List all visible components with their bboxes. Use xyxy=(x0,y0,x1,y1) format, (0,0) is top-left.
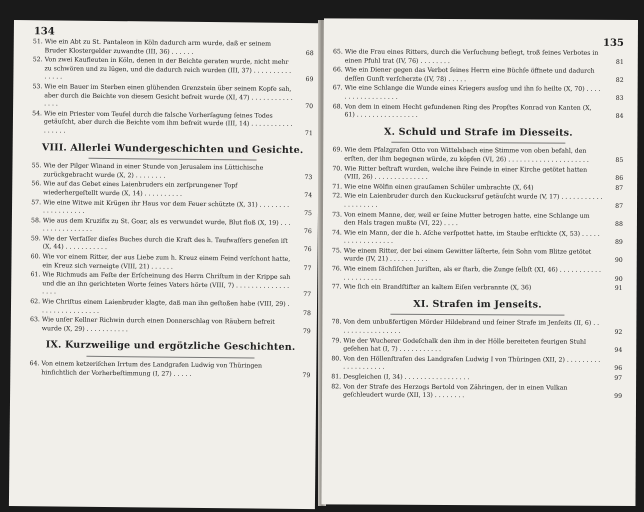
toc-entry xyxy=(31,298,311,318)
toc-entry xyxy=(32,199,312,219)
entry-page: 76 xyxy=(303,228,312,236)
entry-page: 89 xyxy=(614,239,623,247)
entry-page: 79 xyxy=(302,327,311,335)
toc-column xyxy=(30,38,314,381)
toc-entry xyxy=(332,355,622,374)
entry-title: Von der Strafe des Herzogs Bertold von Zähringen, der in einen Vulkan geſchleudert wurde (XII, 13) . . . . . . . . xyxy=(343,383,568,400)
entry-page: 91 xyxy=(614,285,623,293)
section-heading: VIII. Allerlei Wundergeschichten und Gesichte. xyxy=(41,141,304,156)
entry-number: 62. xyxy=(30,298,41,306)
toc-entry xyxy=(333,183,623,193)
entry-page: 79 xyxy=(302,371,311,379)
entry-title: Von einem Manne, der, weil er ſeine Mutter betrogen hatte, eine Schlange um den Hals tragen mußte (VI, 22) . . . . xyxy=(343,210,590,228)
entry-number: 81. xyxy=(331,373,342,381)
entry-page: 90 xyxy=(614,257,623,265)
entry-page: 69 xyxy=(305,76,314,84)
entry-page: 97 xyxy=(614,374,623,382)
toc-entry xyxy=(31,253,311,273)
heading-rule xyxy=(86,356,254,359)
entry-title: Wie auf das Gebet eines Laienbruders ein zerſprungener Topf wiederhergeſtellt wurde (X, 14) . . . . . . . . . . xyxy=(43,180,238,198)
entry-number: 57. xyxy=(31,198,42,206)
page-number: 135 xyxy=(602,37,624,49)
entry-page: 77 xyxy=(303,291,312,299)
toc-entry xyxy=(332,337,622,356)
section-heading: IX. Kurzweilige und ergötzliche Geschichten. xyxy=(45,339,296,354)
heading-rule xyxy=(390,314,564,316)
toc-entry xyxy=(333,193,623,212)
entry-number: 54. xyxy=(32,109,43,118)
entry-title: Wie einem Ritter, der bei einem Gewitter läſterte, ſein Sohn vom Blitze getötet wurde (IV, 21) . . . . . . . . . . xyxy=(343,247,592,264)
entry-title: Desgleichen (I, 34) . . . . . . . . . . . . . . . . . xyxy=(343,373,470,382)
left-page xyxy=(9,20,320,509)
entry-number: 65. xyxy=(332,48,343,56)
entry-title: Wie eine Schlange die Wunde eines Kriegers ausſog und ihn ſo heilte (X, 70) . . . . . . . . . . . . . . . . . . xyxy=(344,84,601,101)
entry-page: 87 xyxy=(615,184,624,192)
page-number: 134 xyxy=(33,26,55,38)
toc-entry xyxy=(31,316,311,336)
entry-page: 92 xyxy=(614,328,623,336)
entry-number: 53. xyxy=(32,83,43,91)
entry-title: Von einem ketzeriſchen Irrtum des Landgrafen Ludwig von Thüringen hinſichtlich der Vorherbeſtimmung (I, 27) . . . . . xyxy=(41,360,262,378)
toc-entry xyxy=(333,103,623,122)
entry-number: 68. xyxy=(332,102,343,111)
entry-title: Wie der Verfaſſer dieſes Buches durch die Kraft des h. Taufwaſſers geneſen iſt (X, 44) . . . . . . . . . . . xyxy=(42,235,288,252)
toc-entry xyxy=(334,85,624,104)
entry-number: 55. xyxy=(31,162,42,170)
entry-number: 72. xyxy=(332,192,343,200)
toc-entry xyxy=(33,83,313,112)
entry-page: 75 xyxy=(304,210,313,218)
entry-title: Von zwei Kaufleuten in Köln, denen in der Beichte geraten wurde, nicht mehr zu schwören und zu lügen, und die dadurch reich wurden (III, 37) . . . . . . . . . . . . . . . xyxy=(44,56,292,81)
toc-entry xyxy=(32,181,312,201)
entry-title: Wie aus dem Kruzifix zu St. Goar, als es verwundet wurde, Blut floß (X, 19) . . . . . . . . . . . . . . . . xyxy=(42,217,291,234)
entry-page: 82 xyxy=(615,76,624,84)
entry-title: Wie ſich ein Brandſtifter an kaltem Eiſen verbrannte (X, 36) xyxy=(343,283,532,292)
entry-page: 81 xyxy=(615,58,624,66)
entry-page: 90 xyxy=(614,275,623,283)
entry-page: 73 xyxy=(304,173,313,181)
entry-number: 75. xyxy=(331,247,342,255)
toc-entry xyxy=(333,165,623,184)
section-heading: X. Schuld und Strafe im Diesseits. xyxy=(384,126,573,139)
entry-title: Wie Richmuds am Feſte der Erſcheinung des Herrn Chriſtum in der Krippe sah und die an ihn gerichteten Worte ſeines Vaters hörte (VIII, 7) . . . . . . . . . . . . . . . . . . xyxy=(42,271,291,296)
entry-number: 79. xyxy=(331,337,342,345)
entry-page: 96 xyxy=(614,365,623,373)
toc-entry xyxy=(332,319,622,338)
entry-number: 61. xyxy=(30,271,41,279)
entry-page: 83 xyxy=(615,94,624,102)
entry-number: 58. xyxy=(31,216,41,224)
entry-number: 73. xyxy=(332,210,342,218)
toc-list xyxy=(333,48,623,121)
toc-entry xyxy=(32,162,312,182)
entry-number: 63. xyxy=(29,316,40,324)
entry-title: Wie vor einem Ritter, der aus Liebe zum h. Kreuz einem Feind verſchont hatte, ein Kreuz sich verneigte (VIII, 21) . . . . . . xyxy=(42,253,291,271)
entry-number: 76. xyxy=(331,265,342,273)
entry-page: 76 xyxy=(303,246,312,254)
entry-title: Von dem unbußfertigen Mörder Hildebrand und ſeiner Strafe im Jenſeits (II, 6) . . . . . . . . . . . . . . . . . xyxy=(343,318,600,335)
toc-entry xyxy=(32,235,312,255)
entry-page: 87 xyxy=(615,202,624,210)
entry-page: 86 xyxy=(615,175,624,183)
entry-page: 84 xyxy=(615,113,624,121)
heading-rule xyxy=(89,158,257,161)
entry-page: 94 xyxy=(614,347,623,355)
entry-page: 74 xyxy=(304,191,313,200)
entry-number: 71. xyxy=(332,183,343,191)
entry-number: 56. xyxy=(31,180,42,188)
toc-entry xyxy=(334,67,624,86)
section-heading: XI. Strafen im Jenseits. xyxy=(413,298,542,311)
entry-number: 67. xyxy=(332,84,343,92)
toc-entry xyxy=(333,147,623,166)
toc-entry xyxy=(333,211,623,230)
entry-number: 52. xyxy=(32,56,43,64)
toc-list xyxy=(333,147,624,294)
toc-list xyxy=(31,162,313,336)
entry-number: 74. xyxy=(332,229,342,237)
toc-entry xyxy=(30,360,310,380)
entry-title: Wie ein Laienbruder durch den Kuckucksruf getäuſcht wurde (V, 17) . . . . . . . . . . . . . . . . . . . . xyxy=(344,192,603,209)
toc-entry xyxy=(34,38,314,58)
entry-number: 66. xyxy=(332,66,343,74)
entry-number: 59. xyxy=(30,235,41,243)
toc-list xyxy=(332,319,622,402)
entry-title: Wie ein Diener gegen das Verbot ſeines Herrn eine Büchſe öffnete und dadurch deſſen Gunſt verſcherzte (IV, 78) . . . . . xyxy=(344,66,595,83)
entry-page: 70 xyxy=(305,103,314,111)
entry-title: Wie dem Pfalzgrafen Otto von Wittelsbach eine Stimme von oben befahl, den erſten, der ihm begegnen würde, zu köpfen (VI, 26) . . . . . . . . . . . . . . . . . . . . . xyxy=(344,146,589,164)
entry-page: 71 xyxy=(304,129,313,138)
entry-number: 70. xyxy=(332,164,343,172)
toc-entry xyxy=(33,110,313,139)
entry-title: Wie ein Abt zu St. Pantaleon in Köln dadurch arm wurde, daß er seinem Bruder Klostergelder zuwandte (III, 36) . . . . . . xyxy=(44,38,272,56)
toc-entry xyxy=(332,373,622,383)
entry-title: Von dem in einem Hecht gefundenen Ring des Propſtes Konrad von Kanten (X, 61) . . . . . . . . . . . . . . . . xyxy=(344,103,592,120)
toc-list xyxy=(30,360,310,380)
toc-entry xyxy=(31,271,311,300)
toc-entry xyxy=(33,56,313,85)
entry-title: Wie der Wucherer Godeſchalk den ihm in der Hölle bereiteten feurigen Stuhl geſehen hat (I, 7) . . . . . . . . . . . xyxy=(343,337,587,354)
toc-entry xyxy=(32,217,312,237)
entry-number: 51. xyxy=(32,38,43,46)
entry-title: Von den Höllenſtrafen des Landgrafen Ludwig I von Thüringen (XII, 2) . . . . . . . . . . . . . . . . . . . . xyxy=(343,355,601,372)
entry-number: 78. xyxy=(331,318,342,326)
entry-page: 99 xyxy=(614,393,623,401)
entry-title: Wie ein Bauer im Sterben einen glühenden Grenzstein über seinem Kopfe sah, aber durch die Beichte von diesem Gesicht befreit wurde (XI, 47) . . . . . . . . . . . . . . . xyxy=(44,83,293,108)
entry-title: Wie Chriſtus einem Laienbruder klagte, daß man ihn geſtoßen habe (VIII, 29) . . . . . . . . . . . . . . . . xyxy=(41,298,290,315)
toc-entry xyxy=(333,229,623,248)
entry-title: Wie unſer Kellner Richwin durch einen Donnerschlag von Räubern befreit wurde (X, 29) . . . . . . . . . . . xyxy=(41,316,275,334)
heading-rule xyxy=(391,142,565,144)
entry-title: Wie eine Wölfin einen grauſamen Schüler umbrachte (X, 64) xyxy=(344,183,534,192)
toc-column xyxy=(332,48,624,402)
toc-entry xyxy=(333,247,623,266)
entry-page: 77 xyxy=(303,264,312,272)
toc-entry xyxy=(333,284,623,294)
toc-entry xyxy=(333,265,623,284)
entry-number: 82. xyxy=(331,382,342,391)
entry-title: Wie einem ſächſiſchen Juriſten, als er ſtarb, die Zunge ſelbſt (XI, 46) . . . . . . . . . . . . . . . . . . . . . xyxy=(343,265,602,282)
entry-page: 68 xyxy=(305,49,314,57)
entry-number: 77. xyxy=(331,283,342,291)
entry-title: Wie Ritter beſtraft wurden, welche ihre Feinde in einer Kirche getötet hatten (VIII, 26) . . . . . . . . . . . . . . xyxy=(344,164,588,182)
entry-title: Wie eine Witwe mit Krügen ihr Haus vor dem Feuer schützte (X, 31) . . . . . . . . . . . . . . . . . . . xyxy=(42,198,290,215)
entry-number: 64. xyxy=(29,360,40,368)
right-page xyxy=(321,18,638,506)
entry-title: Wie die Frau eines Ritters, durch die Verſuchung beſiegt, troß ſeines Verbotes in einen Pfuhl trat (IV, 76) . . . . . . . . xyxy=(344,48,599,65)
entry-number: 60. xyxy=(30,253,41,261)
toc-entry xyxy=(332,383,622,402)
entry-title: Wie ein Mann, der die h. Aſche verſpottet hatte, im Staube erſtickte (X, 53) . . . . . . . . . . . . . . . . . . xyxy=(343,229,600,246)
entry-page: 88 xyxy=(615,220,623,229)
entry-number: 80. xyxy=(331,355,342,363)
entry-page: 85 xyxy=(615,156,624,164)
entry-title: Wie der Pilger Winand in einer Stunde von Jerusalem ins Lüttichische zurückgebracht wurde (X, 2) . . . . . . . . xyxy=(43,162,264,180)
entry-number: 69. xyxy=(332,146,343,154)
entry-title: Wie ein Priester vom Teufel durch die falsche Vorherſagung ſeines Todes getäuſcht, aber durch die Beichte vom ihm befreit wurde (III, 14) . . . . . . . . . . . . . . . . . xyxy=(43,110,293,135)
toc-list xyxy=(33,38,314,138)
toc-entry xyxy=(334,48,624,67)
entry-page: 78 xyxy=(303,309,311,317)
